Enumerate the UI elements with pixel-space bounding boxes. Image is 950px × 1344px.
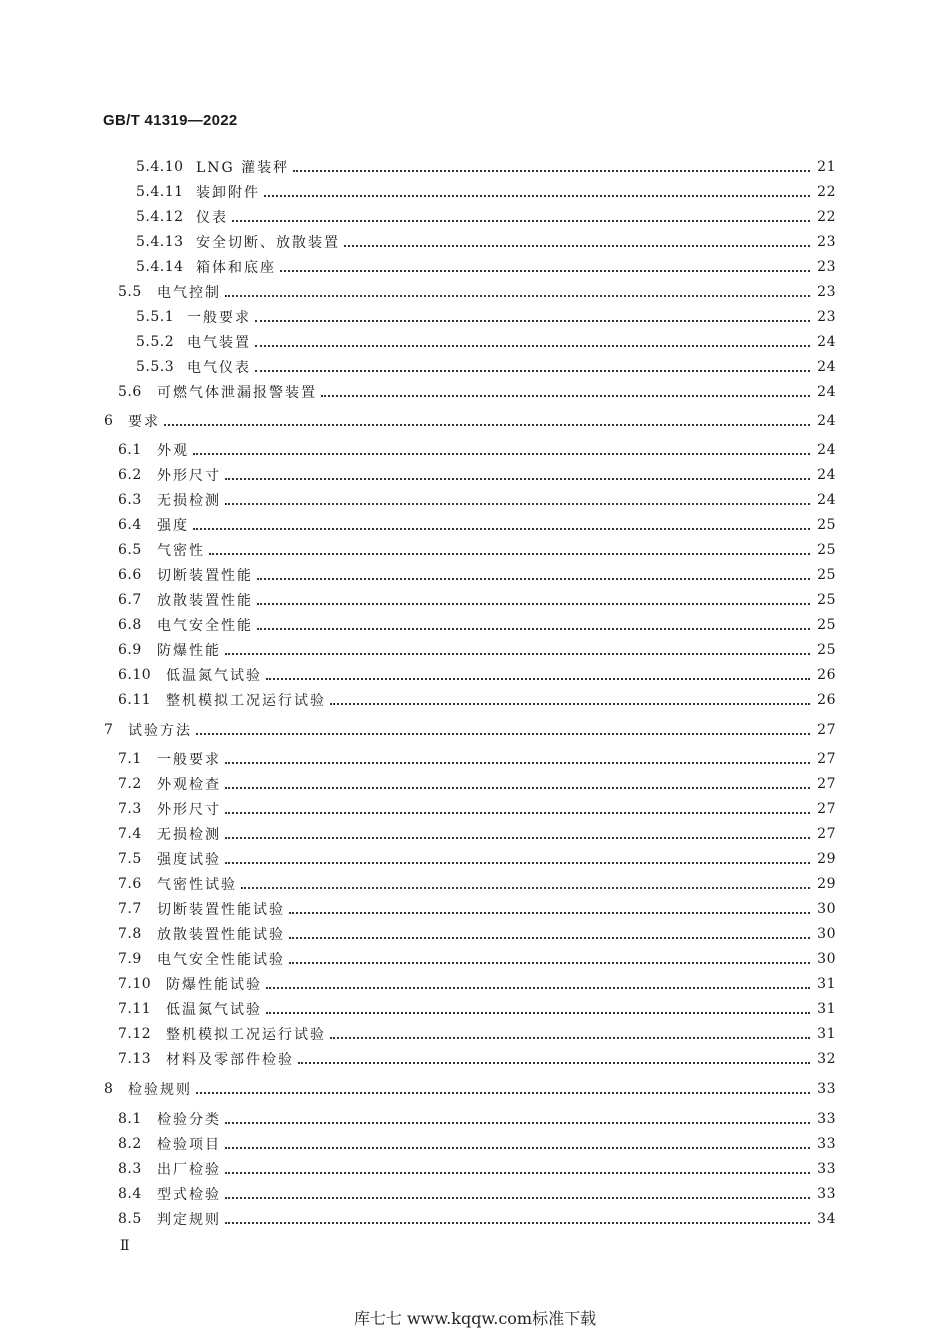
toc-dot-leader <box>293 169 810 172</box>
toc-entry-page: 34 <box>817 1211 836 1227</box>
toc-entry-title: 防爆性能试验 <box>166 977 262 993</box>
toc-entry-number: 7.5 <box>118 851 142 867</box>
toc-entry[interactable] <box>136 206 836 228</box>
toc-dot-leader <box>225 811 810 814</box>
toc-entry-page: 23 <box>817 234 836 250</box>
toc-entry-page: 25 <box>817 592 836 608</box>
toc-dot-leader <box>330 702 810 705</box>
toc-entry-page: 21 <box>817 159 836 175</box>
toc-entry-title: 外观检查 <box>157 777 221 793</box>
toc-dot-leader <box>225 477 810 480</box>
toc-entry-title: 电气装置 <box>187 335 251 351</box>
toc-entry-page: 25 <box>817 642 836 658</box>
toc-entry[interactable] <box>136 256 836 278</box>
toc-entry-title: 外观 <box>157 443 189 459</box>
toc-entry-page: 26 <box>817 692 836 708</box>
toc-entry-page: 26 <box>817 667 836 683</box>
toc-entry-number: 6 <box>104 413 114 429</box>
toc-entry-page: 23 <box>817 259 836 275</box>
toc-entry-page: 24 <box>817 413 836 429</box>
toc-entry-number: 8.3 <box>118 1161 142 1177</box>
toc-entry[interactable] <box>118 798 836 820</box>
toc-entry-page: 30 <box>817 926 836 942</box>
toc-entry[interactable] <box>104 1078 836 1100</box>
toc-entry-number: 5.4.11 <box>136 184 184 200</box>
toc-dot-leader <box>266 1011 810 1014</box>
toc-dot-leader <box>330 1036 810 1039</box>
toc-dot-leader <box>225 786 810 789</box>
toc-entry-page: 24 <box>817 492 836 508</box>
toc-entry-page: 29 <box>817 851 836 867</box>
toc-entry[interactable] <box>136 331 836 353</box>
toc-entry-page: 25 <box>817 617 836 633</box>
toc-dot-leader <box>257 602 810 605</box>
toc-entry-title: 低温氮气试验 <box>166 668 262 684</box>
toc-dot-leader <box>241 886 810 889</box>
toc-entry-title: 切断装置性能试验 <box>157 902 285 918</box>
toc-entry-page: 27 <box>817 751 836 767</box>
toc-entry-number: 5.5.1 <box>136 309 175 325</box>
toc-dot-leader <box>225 836 810 839</box>
toc-entry-number: 8.1 <box>118 1111 142 1127</box>
toc-entry-number: 8.2 <box>118 1136 142 1152</box>
toc-entry-title: 检验项目 <box>157 1137 221 1153</box>
toc-dot-leader <box>255 344 810 347</box>
toc-entry-number: 6.4 <box>118 517 142 533</box>
toc-entry-page: 24 <box>817 384 836 400</box>
toc-entry-page: 31 <box>817 1026 836 1042</box>
toc-entry-page: 23 <box>817 309 836 325</box>
toc-dot-leader <box>196 1091 810 1094</box>
toc-entry-number: 6.7 <box>118 592 142 608</box>
toc-entry[interactable] <box>118 873 836 895</box>
toc-entry-title: 仪表 <box>196 210 228 226</box>
toc-entry-page: 23 <box>817 284 836 300</box>
toc-entry-page: 25 <box>817 542 836 558</box>
toc-entry-title: 判定规则 <box>157 1212 221 1228</box>
toc-entry[interactable] <box>118 848 836 870</box>
toc-entry-title: 放散装置性能 <box>157 593 253 609</box>
toc-entry-title: 电气安全性能 <box>157 618 253 634</box>
toc-entry-number: 6.2 <box>118 467 142 483</box>
toc-entry-page: 27 <box>817 826 836 842</box>
toc-entry-number: 7.3 <box>118 801 142 817</box>
toc-entry[interactable] <box>118 1158 836 1180</box>
toc-dot-leader <box>196 732 810 735</box>
toc-entry-page: 22 <box>817 184 836 200</box>
toc-entry-number: 7.8 <box>118 926 142 942</box>
toc-dot-leader <box>266 677 810 680</box>
toc-entry-number: 8.4 <box>118 1186 142 1202</box>
toc-entry-number: 6.9 <box>118 642 142 658</box>
watermark-text: 库七七 www.kqqw.com标准下载 <box>353 1309 597 1328</box>
toc-entry-title: 试验方法 <box>128 723 192 739</box>
toc-entry[interactable] <box>118 614 836 636</box>
toc-entry[interactable] <box>118 439 836 461</box>
toc-dot-leader <box>255 319 810 322</box>
toc-dot-leader <box>225 652 810 655</box>
toc-entry-page: 25 <box>817 517 836 533</box>
toc-entry-page: 33 <box>817 1161 836 1177</box>
toc-entry-title: 可燃气体泄漏报警装置 <box>157 385 317 401</box>
toc-dot-leader <box>255 369 810 372</box>
toc-dot-leader <box>225 1221 810 1224</box>
toc-entry[interactable] <box>118 1023 836 1045</box>
document-code: GB/T 41319—2022 <box>103 112 238 129</box>
toc-entry-page: 29 <box>817 876 836 892</box>
toc-entry[interactable] <box>118 689 836 711</box>
toc-entry-title: 气密性 <box>157 543 205 559</box>
toc-entry-number: 5.4.12 <box>136 209 184 225</box>
toc-entry-number: 7.7 <box>118 901 142 917</box>
toc-entry[interactable] <box>118 489 836 511</box>
toc-dot-leader <box>209 552 810 555</box>
toc-dot-leader <box>225 761 810 764</box>
toc-entry-number: 7.12 <box>118 1026 152 1042</box>
toc-entry-number: 5.4.10 <box>136 159 184 175</box>
toc-entry-number: 6.5 <box>118 542 142 558</box>
toc-dot-leader <box>225 1171 810 1174</box>
toc-entry-number: 7.1 <box>118 751 142 767</box>
toc-dot-leader <box>193 452 810 455</box>
toc-entry-number: 7.10 <box>118 976 152 992</box>
toc-entry-page: 22 <box>817 209 836 225</box>
toc-entry-title: 强度 <box>157 518 189 534</box>
toc-entry-title: 无损检测 <box>157 827 221 843</box>
toc-entry-page: 33 <box>817 1136 836 1152</box>
toc-entry-page: 33 <box>817 1111 836 1127</box>
toc-entry-title: 低温氮气试验 <box>166 1002 262 1018</box>
toc-dot-leader <box>193 527 810 530</box>
toc-entry[interactable] <box>118 973 836 995</box>
toc-entry-page: 24 <box>817 442 836 458</box>
toc-entry-title: 电气控制 <box>157 285 221 301</box>
toc-entry-page: 27 <box>817 776 836 792</box>
toc-entry-page: 27 <box>817 801 836 817</box>
toc-entry-title: 检验分类 <box>157 1112 221 1128</box>
toc-dot-leader <box>266 986 810 989</box>
toc-entry-title: 一般要求 <box>157 752 221 768</box>
toc-entry-page: 31 <box>817 976 836 992</box>
toc-entry-number: 8.5 <box>118 1211 142 1227</box>
toc-entry-page: 24 <box>817 467 836 483</box>
toc-entry[interactable] <box>118 898 836 920</box>
toc-entry-number: 5.4.14 <box>136 259 184 275</box>
toc-entry[interactable] <box>136 181 836 203</box>
toc-entry[interactable] <box>118 539 836 561</box>
toc-entry-title: 整机模拟工况运行试验 <box>166 1027 326 1043</box>
toc-entry[interactable] <box>118 773 836 795</box>
toc-entry-number: 7.2 <box>118 776 142 792</box>
page-number-roman: Ⅱ <box>120 1238 130 1254</box>
toc-dot-leader <box>164 423 810 426</box>
toc-entry[interactable] <box>118 1208 836 1230</box>
toc-dot-leader <box>225 1146 810 1149</box>
toc-entry-number: 7.4 <box>118 826 142 842</box>
toc-entry-title: 型式检验 <box>157 1187 221 1203</box>
toc-entry[interactable] <box>118 514 836 536</box>
toc-dot-leader <box>344 244 810 247</box>
toc-entry[interactable] <box>118 381 836 403</box>
toc-entry-page: 30 <box>817 951 836 967</box>
toc-entry-title: 外形尺寸 <box>157 468 221 484</box>
toc-entry-title: 放散装置性能试验 <box>157 927 285 943</box>
toc-entry-number: 5.5.2 <box>136 334 175 350</box>
toc-entry-page: 32 <box>817 1051 836 1067</box>
toc-dot-leader <box>257 627 810 630</box>
toc-entry-title: 外形尺寸 <box>157 802 221 818</box>
toc-entry[interactable] <box>118 1133 836 1155</box>
toc-entry-page: 30 <box>817 901 836 917</box>
toc-entry-number: 5.5 <box>118 284 142 300</box>
toc-entry[interactable] <box>118 464 836 486</box>
toc-entry-title: 装卸附件 <box>196 185 260 201</box>
toc-entry-number: 6.1 <box>118 442 142 458</box>
toc-dot-leader <box>298 1061 810 1064</box>
toc-dot-leader <box>232 219 810 222</box>
toc-entry[interactable] <box>118 1183 836 1205</box>
toc-entry-page: 33 <box>817 1081 836 1097</box>
toc-entry-page: 25 <box>817 567 836 583</box>
toc-entry-number: 6.8 <box>118 617 142 633</box>
toc-entry-number: 7.11 <box>118 1001 152 1017</box>
toc-dot-leader <box>280 269 810 272</box>
toc-entry[interactable] <box>118 1048 836 1070</box>
toc-entry[interactable] <box>136 231 836 253</box>
toc-dot-leader <box>225 1121 810 1124</box>
toc-entry-title: 防爆性能 <box>157 643 221 659</box>
toc-entry[interactable] <box>104 719 836 741</box>
toc-entry-title: 出厂检验 <box>157 1162 221 1178</box>
toc-entry-title: 箱体和底座 <box>196 260 276 276</box>
toc-entry[interactable] <box>118 639 836 661</box>
toc-entry-title: 气密性试验 <box>157 877 237 893</box>
toc-entry-title: 一般要求 <box>187 310 251 326</box>
toc-entry-number: 8 <box>104 1081 114 1097</box>
toc-entry-title: 安全切断、放散装置 <box>196 235 340 251</box>
toc-entry-title: 整机模拟工况运行试验 <box>166 693 326 709</box>
toc-entry[interactable] <box>118 948 836 970</box>
toc-entry-title: 电气仪表 <box>187 360 251 376</box>
toc-entry-title: LNG 灌装秤 <box>196 160 290 176</box>
toc-entry[interactable] <box>118 589 836 611</box>
toc-entry[interactable] <box>136 156 836 178</box>
toc-dot-leader <box>321 394 810 397</box>
toc-entry[interactable] <box>136 306 836 328</box>
toc-entry[interactable] <box>136 356 836 378</box>
toc-entry-number: 5.6 <box>118 384 142 400</box>
toc-dot-leader <box>225 861 810 864</box>
toc-entry-number: 5.5.3 <box>136 359 175 375</box>
toc-entry-page: 27 <box>817 722 836 738</box>
toc-dot-leader <box>257 577 810 580</box>
toc-entry-title: 材料及零部件检验 <box>166 1052 294 1068</box>
toc-entry[interactable] <box>118 1108 836 1130</box>
toc-entry-title: 强度试验 <box>157 852 221 868</box>
toc-entry-number: 7.6 <box>118 876 142 892</box>
toc-entry-number: 6.6 <box>118 567 142 583</box>
toc-entry[interactable] <box>118 998 836 1020</box>
toc-entry-page: 24 <box>817 334 836 350</box>
toc-dot-leader <box>225 294 810 297</box>
toc-dot-leader <box>264 194 810 197</box>
toc-entry-number: 7.13 <box>118 1051 152 1067</box>
toc-entry[interactable] <box>104 410 836 432</box>
toc-dot-leader <box>289 961 810 964</box>
toc-entry[interactable] <box>118 564 836 586</box>
toc-entry-number: 6.11 <box>118 692 152 708</box>
toc-entry-number: 7.9 <box>118 951 142 967</box>
toc-entry-title: 要求 <box>128 414 160 430</box>
toc-entry[interactable] <box>118 748 836 770</box>
toc-entry[interactable] <box>118 281 836 303</box>
toc-dot-leader <box>289 936 810 939</box>
toc-entry[interactable] <box>118 664 836 686</box>
toc-entry-page: 31 <box>817 1001 836 1017</box>
toc-entry-number: 5.4.13 <box>136 234 184 250</box>
toc-entry-page: 33 <box>817 1186 836 1202</box>
toc-entry-number: 6.3 <box>118 492 142 508</box>
toc-entry-number: 6.10 <box>118 667 152 683</box>
toc-entry-title: 切断装置性能 <box>157 568 253 584</box>
toc-entry-number: 7 <box>104 722 114 738</box>
toc-dot-leader <box>225 502 810 505</box>
toc-entry[interactable] <box>118 823 836 845</box>
toc-entry-page: 24 <box>817 359 836 375</box>
toc-entry-title: 电气安全性能试验 <box>157 952 285 968</box>
toc-entry-title: 检验规则 <box>128 1082 192 1098</box>
toc-entry-title: 无损检测 <box>157 493 221 509</box>
toc-dot-leader <box>289 911 810 914</box>
toc-entry[interactable] <box>118 923 836 945</box>
toc-dot-leader <box>225 1196 810 1199</box>
